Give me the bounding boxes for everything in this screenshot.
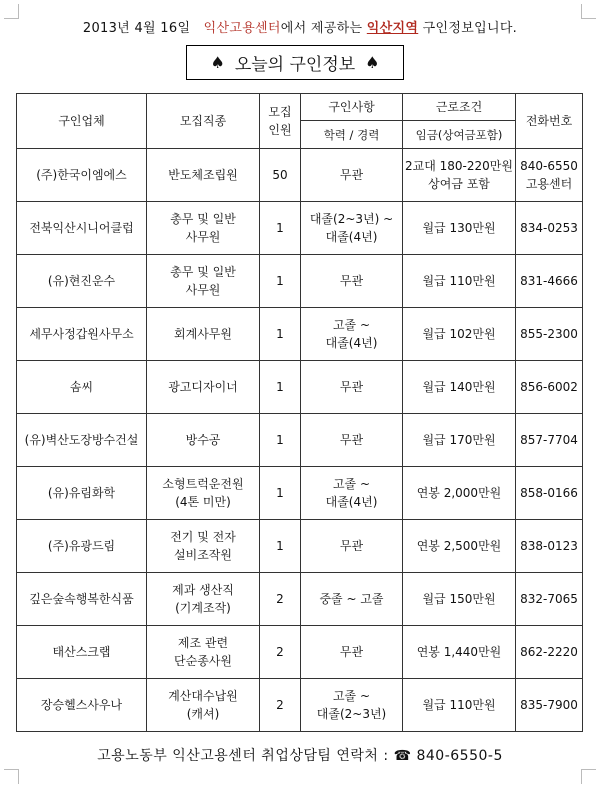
cell-conditions-line: 상여금 포함 (428, 177, 490, 191)
cell-requirements-line: 무관 (339, 645, 364, 659)
page-title (186, 45, 404, 80)
phone-icon: ☎ (393, 748, 412, 764)
cell-phone-line: 862-2220 (520, 645, 578, 659)
cell-requirements-line: 무관 (339, 433, 364, 447)
cell-conditions (403, 149, 516, 202)
corner-mark (581, 769, 596, 784)
cell-company: 장승헬스사우나 (17, 679, 147, 732)
page-title-label: 오늘의 구인정보 (234, 55, 356, 75)
cell-phone-line: 831-4666 (520, 274, 578, 288)
cell-conditions-line: 연봉 2,000만원 (416, 486, 502, 500)
cell-conditions-line: 월급 140만원 (422, 380, 496, 394)
cell-requirements (301, 520, 403, 573)
cell-job-line: 광고디자이너 (168, 380, 238, 394)
cell-job-line: 사무원 (185, 283, 221, 297)
cell-company: (유)벽산도장방수건설 (17, 414, 147, 467)
cell-phone (516, 149, 583, 202)
job-table (16, 93, 583, 732)
cell-phone (516, 573, 583, 626)
cell-job-line: 사무원 (185, 230, 221, 244)
cell-job (147, 361, 260, 414)
cell-requirements-line: 대졸(2~3년) (316, 707, 387, 721)
cell-conditions-line: 월급 102만원 (422, 327, 496, 341)
table-row (17, 414, 583, 467)
cell-requirements-line: 중졸 ~ 고졸 (319, 592, 384, 606)
cell-job-line: 반도체조립원 (168, 168, 238, 182)
cell-phone (516, 202, 583, 255)
cell-phone (516, 679, 583, 732)
cell-job-line: 제과 생산직 (172, 583, 234, 597)
cell-requirements-line: 무관 (339, 274, 364, 288)
cell-conditions-line: 월급 150만원 (422, 592, 496, 606)
cell-conditions (403, 308, 516, 361)
cell-company: (주)한국이엠에스 (17, 149, 147, 202)
cell-conditions-line: 연봉 1,440만원 (416, 645, 502, 659)
header-line (0, 17, 600, 36)
cell-count: 1 (260, 255, 301, 308)
cell-conditions (403, 414, 516, 467)
header-region: 익산지역 (366, 21, 419, 36)
col-requirements: 구인사항 (301, 94, 403, 121)
cell-company: 전북익산시니어클럽 (17, 202, 147, 255)
cell-conditions-line: 월급 110만원 (422, 274, 496, 288)
cell-company: 태산스크랩 (17, 626, 147, 679)
footer-phone: 840-6550-5 (416, 748, 503, 764)
cell-phone (516, 361, 583, 414)
cell-job (147, 414, 260, 467)
footer-text: 고용노동부 익산고용센터 취업상담팀 연락처 : (97, 748, 394, 764)
cell-company: (주)유광드림 (17, 520, 147, 573)
cell-requirements (301, 255, 403, 308)
cell-requirements-line: 무관 (339, 539, 364, 553)
cell-job (147, 573, 260, 626)
cell-requirements (301, 149, 403, 202)
cell-phone-line: 834-0253 (520, 221, 578, 235)
cell-job-line: 방수공 (185, 433, 221, 447)
cell-requirements (301, 202, 403, 255)
table-row (17, 573, 583, 626)
cell-job (147, 149, 260, 202)
cell-phone-line: 856-6002 (520, 380, 578, 394)
cell-phone-line: 840-6550 (520, 159, 578, 173)
cell-requirements-line: 무관 (339, 168, 364, 182)
cell-phone-line: 857-7704 (520, 433, 578, 447)
cell-count: 1 (260, 308, 301, 361)
cell-phone (516, 467, 583, 520)
cell-phone (516, 255, 583, 308)
cell-job-line: 소형트럭운전원 (162, 477, 244, 491)
spade-icon: ♠ (210, 53, 225, 72)
cell-company: 솜씨 (17, 361, 147, 414)
cell-count: 2 (260, 679, 301, 732)
table-row (17, 255, 583, 308)
cell-phone (516, 520, 583, 573)
header-text-mid: 에서 제공하는 (280, 21, 367, 36)
cell-requirements-line: 대졸(4년) (325, 336, 378, 350)
cell-requirements (301, 679, 403, 732)
cell-phone-line: 855-2300 (520, 327, 578, 341)
col-count-line2: 인원 (268, 123, 292, 137)
cell-phone (516, 308, 583, 361)
cell-count: 2 (260, 573, 301, 626)
table-row (17, 361, 583, 414)
header-center: 익산고용센터 (203, 21, 281, 36)
cell-count: 1 (260, 520, 301, 573)
cell-phone (516, 626, 583, 679)
cell-count: 1 (260, 414, 301, 467)
cell-requirements-line: 고졸 ~ (332, 477, 371, 491)
footer-contact (0, 745, 600, 765)
cell-conditions (403, 361, 516, 414)
cell-requirements-line: 대졸(4년) (325, 230, 378, 244)
cell-conditions-line: 월급 170만원 (422, 433, 496, 447)
cell-conditions (403, 202, 516, 255)
corner-mark (4, 769, 19, 784)
cell-requirements (301, 626, 403, 679)
cell-requirements (301, 361, 403, 414)
cell-company: (유)현진운수 (17, 255, 147, 308)
cell-job (147, 626, 260, 679)
cell-conditions (403, 626, 516, 679)
cell-job-line: 총무 및 일반 (170, 212, 236, 226)
cell-conditions (403, 520, 516, 573)
cell-conditions (403, 679, 516, 732)
cell-company: 깊은숲속행복한식품 (17, 573, 147, 626)
col-phone: 전화번호 (516, 94, 583, 149)
cell-job-line: 총무 및 일반 (170, 265, 236, 279)
cell-requirements (301, 308, 403, 361)
cell-count: 50 (260, 149, 301, 202)
cell-job (147, 679, 260, 732)
job-rows (17, 149, 583, 732)
cell-conditions (403, 255, 516, 308)
cell-count: 1 (260, 361, 301, 414)
col-job: 모집직종 (147, 94, 260, 149)
cell-requirements-line: 고졸 ~ (332, 318, 371, 332)
cell-conditions (403, 573, 516, 626)
spade-icon: ♠ (365, 53, 380, 72)
cell-job-line: 제조 관련 (177, 636, 229, 650)
cell-job-line: 단순종사원 (174, 654, 232, 668)
table-row (17, 467, 583, 520)
cell-company: 세무사정갑원사무소 (17, 308, 147, 361)
cell-conditions-line: 월급 110만원 (422, 698, 496, 712)
cell-job-line: 계산대수납원 (168, 689, 238, 703)
cell-requirements-line: 무관 (339, 380, 364, 394)
cell-job (147, 308, 260, 361)
header-date: 2013년 4월 16일 (82, 21, 191, 36)
cell-phone-line: 835-7900 (520, 698, 578, 712)
table-row (17, 149, 583, 202)
col-requirements-sub: 학력 / 경력 (301, 121, 403, 149)
cell-requirements (301, 414, 403, 467)
cell-requirements-line: 대졸(2~3년) ~ (309, 212, 394, 226)
cell-company: (유)유림화학 (17, 467, 147, 520)
col-company: 구인업체 (17, 94, 147, 149)
header-text-end: 구인정보입니다. (418, 21, 518, 36)
cell-requirements-line: 대졸(4년) (325, 495, 378, 509)
cell-count: 2 (260, 626, 301, 679)
cell-conditions-line: 2교대 180-220만원 (405, 159, 513, 173)
cell-job-line: (4톤 미만) (175, 495, 231, 509)
cell-job (147, 467, 260, 520)
cell-count: 1 (260, 202, 301, 255)
table-row (17, 626, 583, 679)
table-row (17, 202, 583, 255)
cell-phone-line: 838-0123 (520, 539, 578, 553)
table-row (17, 308, 583, 361)
cell-phone-line: 858-0166 (520, 486, 578, 500)
cell-conditions-line: 월급 130만원 (422, 221, 496, 235)
cell-phone-line: 고용센터 (525, 177, 573, 191)
cell-job-line: (캐셔) (186, 707, 220, 721)
table-row (17, 679, 583, 732)
table-row (17, 520, 583, 573)
col-count (260, 94, 301, 149)
cell-phone-line: 832-7065 (520, 592, 578, 606)
cell-job-line: 회계사무원 (174, 327, 232, 341)
cell-job-line: (기계조작) (175, 601, 231, 615)
col-count-line1: 모집 (268, 105, 292, 119)
col-conditions-sub: 임금(상여금포함) (403, 121, 516, 149)
cell-job-line: 전기 및 전자 (170, 530, 236, 544)
cell-conditions (403, 467, 516, 520)
cell-conditions-line: 연봉 2,500만원 (416, 539, 502, 553)
cell-requirements-line: 고졸 ~ (332, 689, 371, 703)
cell-phone (516, 414, 583, 467)
cell-job-line: 설비조작원 (174, 548, 232, 562)
cell-job (147, 520, 260, 573)
col-conditions: 근로조건 (403, 94, 516, 121)
cell-requirements (301, 573, 403, 626)
cell-requirements (301, 467, 403, 520)
cell-job (147, 202, 260, 255)
cell-count: 1 (260, 467, 301, 520)
cell-job (147, 255, 260, 308)
